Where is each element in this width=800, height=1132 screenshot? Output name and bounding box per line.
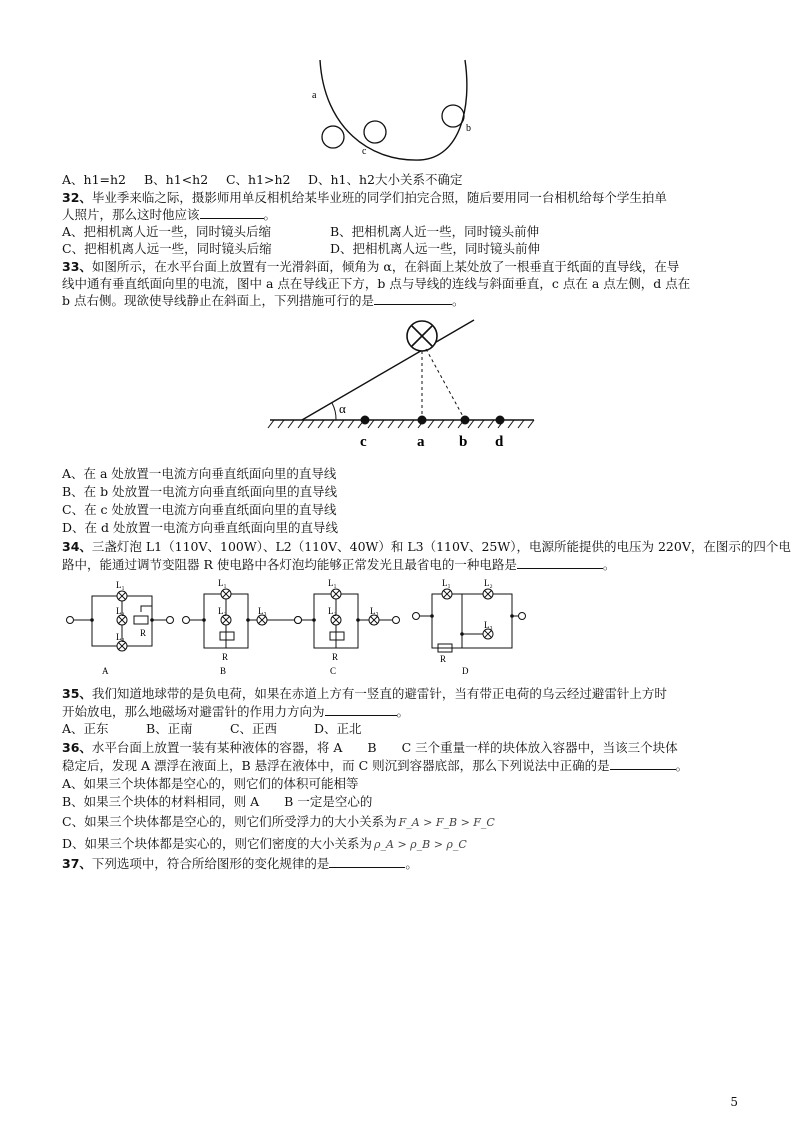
q32-option-d: D、把相机离人远一些，同时镜头前伸 [330, 241, 541, 256]
point-d [496, 416, 505, 425]
label-b: b [459, 434, 468, 450]
circuit-a-l3: L₃ [116, 632, 125, 642]
ball-b [442, 105, 464, 127]
q33-stem-line2: 线中通有垂直纸面向里的电流，图中 a 点在导线正下方，b 点与导线的连线与斜面垂直，c 点在 a 点左侧，d 点在 [62, 276, 691, 291]
q32-options-row2 [62, 240, 540, 257]
circuit-b [190, 594, 294, 648]
q32-number: 32、 [62, 190, 92, 205]
q36-option-b: B、如果三个块体的材料相同，则 A B 一定是空心的 [62, 794, 373, 809]
q33-number: 33、 [62, 259, 92, 274]
q35-option-a: A、正东 [62, 721, 109, 736]
circuit-c-l2: L₂ [328, 606, 337, 616]
q35-option-b: B、正南 [145, 721, 193, 736]
angle-arc [332, 403, 336, 420]
ball-a [322, 126, 344, 148]
q33-stem-line1: 33、如图所示，在水平台面上放置有一光滑斜面，倾角为 α，在斜面上某处放了一根垂直于纸面的直导线，在导 [62, 259, 680, 274]
q37-stem: 37、下列选项中，符合所给图形的变化规律的是 。 [62, 856, 418, 871]
q33-option-b: B、在 b 处放置一电流方向垂直纸面向里的直导线 [62, 484, 338, 499]
circuit-d-caption: D [462, 666, 469, 676]
label-c: c [360, 434, 367, 450]
q34-number: 34、 [62, 539, 92, 554]
q32-stem-line1: 32、毕业季来临之际，摄影师用单反相机给某毕业班的同学们拍完合照，随后要用同一台相机给每个学生拍单 [62, 190, 667, 205]
q36-answer-blank[interactable] [610, 757, 676, 770]
circuit-d-l1: L₁ [442, 578, 451, 588]
label-d: d [495, 434, 504, 450]
q36-option-d: D、如果三个块体都是实心的，则它们密度的大小关系为 ρ_A > ρ_B > ρ_C [62, 836, 467, 851]
circuit-a-l1: L₁ [116, 580, 125, 590]
q36-stem-line1: 36、水平台面上放置一装有某种液体的容器，将 A B C 三个重量一样的块体放入容器中，当该三个块体 [62, 740, 678, 755]
q32-options-row1 [62, 223, 539, 240]
circuit-a-r: R [140, 628, 147, 638]
q34-stem-line1: 34、三盏灯泡 L1（110V、100W）、L2（110V、40W）和 L3（110V、25W），电源所能提供的电压为 220V，在图示的四个电 [62, 539, 791, 554]
circuit-d-l2: L₂ [484, 578, 493, 588]
q35-stem-line1: 35、我们知道地球带的是负电荷，如果在赤道上方有一竖直的避雷针，当有带正电荷的乌云经过避雷针上方时 [62, 686, 667, 701]
circuit-c-r: R [332, 652, 339, 662]
q32-option-c: C、把相机离人远一些，同时镜头后缩 [62, 241, 272, 256]
formula-density: ρ_A > ρ_B > ρ_C [374, 838, 467, 851]
q34-circuit-diagrams [62, 576, 532, 678]
q33-option-c: C、在 c 处放置一电流方向垂直纸面向里的直导线 [62, 502, 337, 517]
q34-stem-line2: 路中，能通过调节变阻器 R 使电路中各灯泡均能够正常发光且最省电的一种电路是 。 [62, 557, 616, 572]
point-c [361, 416, 370, 425]
q36-number: 36、 [62, 740, 92, 755]
q33-option-d: D、在 d 处放置一电流方向垂直纸面向里的直导线 [62, 520, 338, 535]
circuit-a-l2: L₂ [116, 606, 125, 616]
ground-hatch [268, 420, 534, 428]
circuit-d-r: R [440, 654, 447, 664]
circuit-a-caption: A [102, 666, 109, 676]
ball-c [364, 121, 386, 143]
formula-force: F_A > F_B > F_C [398, 816, 495, 829]
label-a: a [417, 434, 425, 450]
u-track [320, 60, 467, 160]
label-a: a [312, 90, 317, 101]
q35-option-d: D、正北 [313, 721, 362, 736]
q33-answer-blank[interactable] [374, 292, 452, 305]
q35-stem-line2: 开始放电，那么地磁场对避雷针的作用力方向为 。 [62, 704, 410, 719]
circuit-b-l2: L₂ [218, 606, 227, 616]
circuit-c-caption: C [330, 666, 337, 676]
q32-stem-line2: 人照片，那么这时他应该 。 [62, 207, 277, 222]
q33-incline-figure [262, 316, 542, 456]
point-b [461, 416, 470, 425]
q36-option-c: C、如果三个块体都是空心的，则它们所受浮力的大小关系为 F_A > F_B > F_C [62, 814, 495, 829]
q35-options [62, 720, 361, 737]
circuit-d [420, 594, 518, 652]
q32-option-a: A、把相机离人近一些，同时镜头后缩 [62, 224, 272, 239]
q37-number: 37、 [62, 856, 92, 871]
q31-option-d: D、h1、h2大小关系不确定 [307, 172, 463, 187]
q31-option-c: C、h1>h2 [225, 172, 291, 187]
label-b: b [466, 123, 471, 134]
circuit-c-l3: L₃ [370, 606, 379, 616]
circuit-b-r: R [222, 652, 229, 662]
q31-options [62, 171, 462, 188]
q31-option-b: B、h1<h2 [143, 172, 209, 187]
label-c: c [362, 146, 367, 157]
dashed-line-b [426, 349, 465, 420]
q34-answer-blank[interactable] [517, 556, 603, 569]
q37-answer-blank[interactable] [329, 855, 405, 868]
q36-option-a: A、如果三个块体都是空心的，则它们的体积可能相等 [62, 776, 359, 791]
page-number: 5 [730, 1095, 738, 1109]
circuit-c-l1: L₁ [328, 578, 337, 588]
angle-label: α [339, 401, 346, 416]
incline-surface [302, 320, 474, 420]
q35-answer-blank[interactable] [325, 703, 397, 716]
circuit-b-l3: L₃ [258, 606, 267, 616]
q31-option-a: A、h1=h2 [62, 172, 127, 187]
q32-option-b: B、把相机离人近一些，同时镜头前伸 [330, 224, 540, 239]
q36-stem-line2: 稳定后，发现 A 漂浮在液面上，B 悬浮在液体中，而 C 则沉到容器底部，那么下列说法中正确的是 。 [62, 758, 689, 773]
circuit-b-caption: B [220, 666, 227, 676]
q32-answer-blank[interactable] [200, 206, 264, 219]
point-a [418, 416, 427, 425]
q35-option-c: C、正西 [229, 721, 278, 736]
q35-number: 35、 [62, 686, 92, 701]
q31-track-figure [300, 58, 490, 168]
q33-option-a: A、在 a 处放置一电流方向垂直纸面向里的直导线 [62, 466, 337, 481]
circuit-b-l1: L₁ [218, 578, 227, 588]
q33-stem-line3: b 点右侧。现欲使导线静止在斜面上，下列措施可行的是 。 [62, 293, 465, 308]
circuit-d-l3: L₃ [484, 620, 493, 630]
